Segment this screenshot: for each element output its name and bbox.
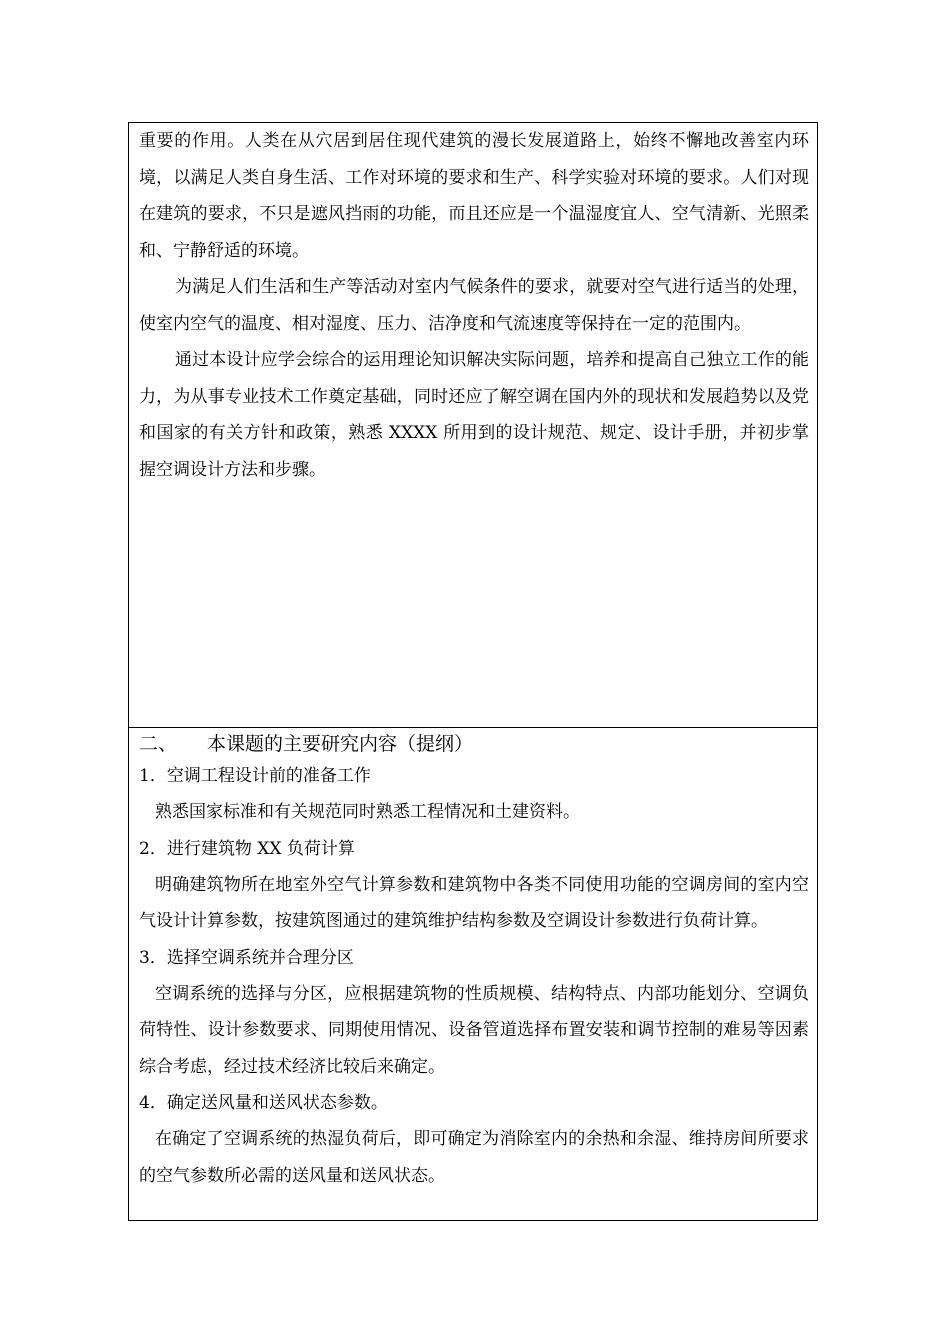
item-detail-2: 明确建筑物所在地室外空气计算参数和建筑物中各类不同使用功能的空调房间的室内空气设计计算参数，按建筑图通过的建筑维护结构参数及空调设计参数进行负荷计算。: [139, 874, 809, 931]
paragraph-continuation: 重要的作用。人类在从穴居到居住现代建筑的漫长发展道路上，始终不懈地改善室内环境，以满足人类自身生活、工作对环境的要求和生产、科学实验对环境的要求。人们对现在建筑的要求，不只是遮风挡雨的功能，而且还应是一个温湿度宜人、空气清新、光照柔和、宁静舒适的环境。: [139, 131, 809, 261]
paragraph-air-treatment: 为满足人们生活和生产等活动对室内气候条件的要求，就要对空气进行适当的处理，使室内空气的温度、相对湿度、压力、洁净度和气流速度等保持在一定的范围内。: [139, 277, 809, 334]
item-detail-4: 在确定了空调系统的热湿负荷后，即可确定为消除室内的余热和余湿、维持房间所要求的空气参数所必需的送风量和送风状态。: [139, 1129, 809, 1186]
section-research-content-cell: [129, 728, 817, 1220]
section-heading-text: 本课题的主要研究内容（提纲）: [207, 733, 474, 755]
paragraph-design-goal: 通过本设计应学会综合的运用理论知识解决实际问题，培养和提高自己独立工作的能力，为从事专业技术工作奠定基础，同时还应了解空调在国内外的现状和发展趋势以及党和国家的有关方针和政策，熟悉 XXXX 所用到的设计规范、规定、设计手册，并初步掌握空调设计方法和步骤。: [139, 350, 809, 480]
section-purpose-cell: [129, 123, 817, 728]
item-title-4: 4．确定送风量和送风状态参数。: [139, 1093, 388, 1113]
section-heading-number: 二、: [139, 733, 178, 755]
item-title-1: 1．空调工程设计前的准备工作: [139, 766, 371, 786]
item-title-3: 3．选择空调系统并合理分区: [139, 947, 354, 968]
item-title-2: 2．进行建筑物 XX 负荷计算: [139, 838, 355, 859]
section-heading: [139, 730, 809, 758]
item-detail-3: 空调系统的选择与分区，应根据建筑物的性质规模、结构特点、内部功能划分、空调负荷特性、设计参数要求、同期使用情况、设备管道选择布置安装和调节控制的难易等因素综合考虑，经过技术经济比较后来确定。: [139, 983, 809, 1077]
item-detail-1: 熟悉国家标准和有关规范同时熟悉工程情况和土建资料。: [155, 802, 580, 822]
document-table: [128, 122, 818, 1221]
